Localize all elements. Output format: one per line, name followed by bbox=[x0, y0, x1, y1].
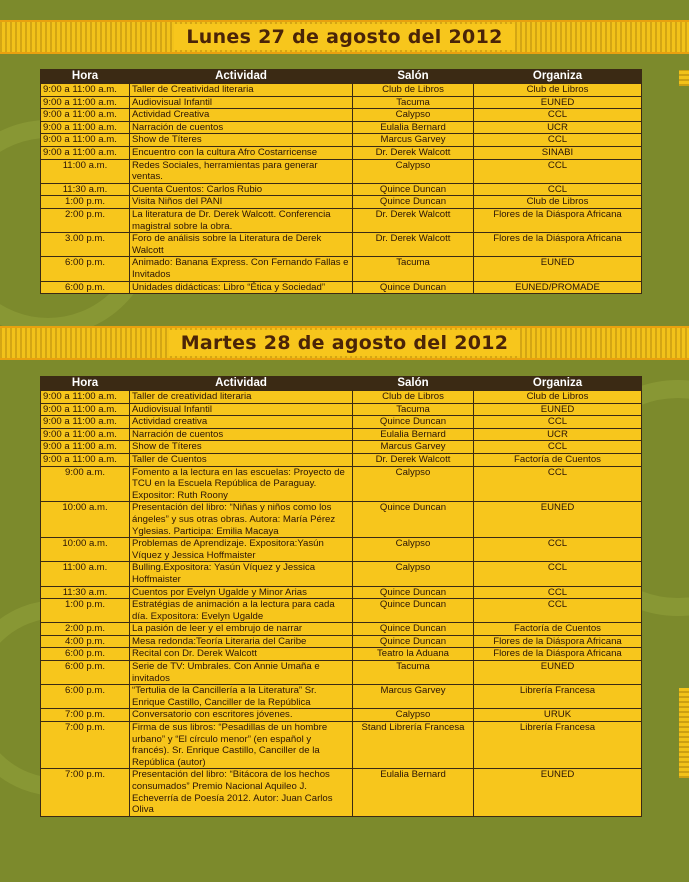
cell-hora: 2:00 p.m. bbox=[41, 623, 130, 636]
table-row bbox=[41, 685, 642, 709]
cell-actividad: Fomento a la lectura en las escuelas: Proyecto de TCU en la Escuela República de Paraguay. Expositor: Ruth Roony bbox=[130, 466, 353, 502]
cell-organiza: Librería Francesa bbox=[474, 685, 642, 709]
cell-actividad: Encuentro con la cultura Afro Costarricense bbox=[130, 146, 353, 159]
table-row bbox=[41, 84, 642, 97]
cell-salon: Teatro la Aduana bbox=[353, 648, 474, 661]
cell-actividad: Recital con Dr. Derek Walcott bbox=[130, 648, 353, 661]
cell-hora: 3.00 p.m. bbox=[41, 233, 130, 257]
cell-actividad: Audiovisual Infantil bbox=[130, 96, 353, 109]
cell-hora: 11:30 a.m. bbox=[41, 183, 130, 196]
cell-salon: Quince Duncan bbox=[353, 416, 474, 429]
cell-organiza: Flores de la Diáspora Africana bbox=[474, 635, 642, 648]
header-hora: Hora bbox=[41, 377, 130, 391]
cell-salon: Stand Librería Francesa bbox=[353, 722, 474, 769]
table-row bbox=[41, 146, 642, 159]
schedule-table-tuesday bbox=[40, 376, 642, 817]
table-row bbox=[41, 599, 642, 623]
table-row bbox=[41, 96, 642, 109]
cell-organiza: Club de Libros bbox=[474, 84, 642, 97]
cell-salon: Marcus Garvey bbox=[353, 685, 474, 709]
header-actividad: Actividad bbox=[130, 377, 353, 391]
cell-salon: Tacuma bbox=[353, 96, 474, 109]
cell-salon: Eulalia Bernard bbox=[353, 769, 474, 816]
cell-actividad: Conversatorio con escritores jóvenes. bbox=[130, 709, 353, 722]
cell-organiza: CCL bbox=[474, 134, 642, 147]
cell-actividad: Narración de cuentos bbox=[130, 428, 353, 441]
cell-actividad: Show de Títeres bbox=[130, 441, 353, 454]
cell-hora: 9:00 a 11:00 a.m. bbox=[41, 416, 130, 429]
cell-salon: Quince Duncan bbox=[353, 183, 474, 196]
cell-organiza: Factoría de Cuentos bbox=[474, 623, 642, 636]
cell-hora: 9:00 a 11:00 a.m. bbox=[41, 96, 130, 109]
cell-hora: 1:00 p.m. bbox=[41, 196, 130, 209]
cell-actividad: Actividad creativa bbox=[130, 416, 353, 429]
table-row bbox=[41, 233, 642, 257]
cell-salon: Marcus Garvey bbox=[353, 441, 474, 454]
cell-actividad: Serie de TV: Umbrales. Con Annie Umaña e invitados bbox=[130, 661, 353, 685]
cell-hora: 9:00 a 11:00 a.m. bbox=[41, 403, 130, 416]
cell-actividad: Show de Títeres bbox=[130, 134, 353, 147]
cell-hora: 11:30 a.m. bbox=[41, 586, 130, 599]
cell-organiza: EUNED bbox=[474, 96, 642, 109]
cell-salon: Quince Duncan bbox=[353, 281, 474, 294]
table-row bbox=[41, 196, 642, 209]
day-banner-tuesday bbox=[0, 326, 689, 360]
cell-hora: 11:00 a.m. bbox=[41, 159, 130, 183]
cell-organiza: CCL bbox=[474, 183, 642, 196]
header-actividad: Actividad bbox=[130, 70, 353, 84]
cell-hora: 6:00 p.m. bbox=[41, 685, 130, 709]
table-row bbox=[41, 769, 642, 816]
cell-actividad: Unidades didácticas: Libro “Ética y Sociedad” bbox=[130, 281, 353, 294]
table-row bbox=[41, 502, 642, 538]
table-row bbox=[41, 208, 642, 232]
table-row bbox=[41, 134, 642, 147]
cell-salon: Club de Libros bbox=[353, 84, 474, 97]
cell-actividad: Problemas de Aprendizaje. Expositora:Yasún Víquez y Jessica Hoffmaister bbox=[130, 538, 353, 562]
table-row bbox=[41, 159, 642, 183]
cell-actividad: Audiovisual Infantil bbox=[130, 403, 353, 416]
cell-actividad: Bulling.Expositora: Yasún Víquez y Jessica Hoffmaister bbox=[130, 562, 353, 586]
cell-actividad: Presentación del libro: “Bitácora de los hechos consumados” Premio Nacional Aquileo J. Echeverría de Poesía 2012. Autor: Juan Carlos Oliva bbox=[130, 769, 353, 816]
cell-organiza: CCL bbox=[474, 538, 642, 562]
cell-actividad: Foro de análisis sobre la Literatura de Derek Walcott bbox=[130, 233, 353, 257]
table-row bbox=[41, 722, 642, 769]
cell-salon: Quince Duncan bbox=[353, 196, 474, 209]
header-hora: Hora bbox=[41, 70, 130, 84]
cell-organiza: SINABI bbox=[474, 146, 642, 159]
cell-salon: Calypso bbox=[353, 709, 474, 722]
cell-hora: 6:00 p.m. bbox=[41, 281, 130, 294]
cell-organiza: CCL bbox=[474, 599, 642, 623]
cell-hora: 9:00 a 11:00 a.m. bbox=[41, 134, 130, 147]
cell-actividad: Animado: Banana Express. Con Fernando Fallas e Invitados bbox=[130, 257, 353, 281]
cell-salon: Calypso bbox=[353, 562, 474, 586]
table-row bbox=[41, 466, 642, 502]
table-row bbox=[41, 635, 642, 648]
table-row bbox=[41, 121, 642, 134]
cell-organiza: URUK bbox=[474, 709, 642, 722]
table-header-row bbox=[41, 377, 642, 391]
schedule-table-monday bbox=[40, 69, 642, 294]
table-row bbox=[41, 109, 642, 122]
table-row bbox=[41, 453, 642, 466]
cell-actividad: Narración de cuentos bbox=[130, 121, 353, 134]
cell-organiza: Librería Francesa bbox=[474, 722, 642, 769]
cell-actividad: Actividad Creativa bbox=[130, 109, 353, 122]
table-row bbox=[41, 538, 642, 562]
table-row bbox=[41, 586, 642, 599]
cell-salon: Calypso bbox=[353, 109, 474, 122]
right-edge-strip bbox=[679, 688, 689, 778]
cell-organiza: Flores de la Diáspora Africana bbox=[474, 233, 642, 257]
cell-salon: Quince Duncan bbox=[353, 586, 474, 599]
cell-salon: Tacuma bbox=[353, 257, 474, 281]
table-row bbox=[41, 441, 642, 454]
cell-salon: Marcus Garvey bbox=[353, 134, 474, 147]
cell-organiza: CCL bbox=[474, 562, 642, 586]
header-salon: Salón bbox=[353, 377, 474, 391]
table-header-row bbox=[41, 70, 642, 84]
cell-actividad: Mesa redonda:Teoría Literaria del Caribe bbox=[130, 635, 353, 648]
cell-hora: 9:00 a 11:00 a.m. bbox=[41, 146, 130, 159]
table-row bbox=[41, 562, 642, 586]
cell-salon: Club de Libros bbox=[353, 391, 474, 404]
table-row bbox=[41, 623, 642, 636]
cell-salon: Dr. Derek Walcott bbox=[353, 208, 474, 232]
cell-hora: 6:00 p.m. bbox=[41, 661, 130, 685]
cell-hora: 7:00 p.m. bbox=[41, 722, 130, 769]
header-organiza: Organiza bbox=[474, 377, 642, 391]
cell-organiza: CCL bbox=[474, 586, 642, 599]
cell-organiza: CCL bbox=[474, 466, 642, 502]
cell-actividad: Redes Sociales, herramientas para generar ventas. bbox=[130, 159, 353, 183]
cell-hora: 2:00 p.m. bbox=[41, 208, 130, 232]
cell-actividad: Cuenta Cuentos: Carlos Rubio bbox=[130, 183, 353, 196]
header-salon: Salón bbox=[353, 70, 474, 84]
header-organiza: Organiza bbox=[474, 70, 642, 84]
day-title: Lunes 27 de agosto del 2012 bbox=[174, 24, 514, 50]
cell-actividad: Taller de Creatividad literaria bbox=[130, 84, 353, 97]
cell-hora: 7:00 p.m. bbox=[41, 709, 130, 722]
table-row bbox=[41, 391, 642, 404]
table-row bbox=[41, 403, 642, 416]
cell-actividad: La literatura de Dr. Derek Walcott. Conferencia magistral sobre la obra. bbox=[130, 208, 353, 232]
cell-organiza: CCL bbox=[474, 441, 642, 454]
cell-organiza: Club de Libros bbox=[474, 196, 642, 209]
cell-organiza: EUNED bbox=[474, 257, 642, 281]
cell-hora: 9:00 a 11:00 a.m. bbox=[41, 441, 130, 454]
table-row bbox=[41, 661, 642, 685]
cell-salon: Quince Duncan bbox=[353, 599, 474, 623]
cell-salon: Dr. Derek Walcott bbox=[353, 146, 474, 159]
cell-organiza: Flores de la Diáspora Africana bbox=[474, 648, 642, 661]
cell-hora: 9:00 a 11:00 a.m. bbox=[41, 84, 130, 97]
cell-salon: Eulalia Bernard bbox=[353, 121, 474, 134]
cell-organiza: Flores de la Diáspora Africana bbox=[474, 208, 642, 232]
cell-hora: 11:00 a.m. bbox=[41, 562, 130, 586]
day-title: Martes 28 de agosto del 2012 bbox=[169, 330, 521, 356]
cell-actividad: Taller de Cuentos bbox=[130, 453, 353, 466]
cell-salon: Dr. Derek Walcott bbox=[353, 453, 474, 466]
cell-salon: Calypso bbox=[353, 159, 474, 183]
table-row bbox=[41, 257, 642, 281]
cell-hora: 9:00 a 11:00 a.m. bbox=[41, 121, 130, 134]
cell-hora: 10:00 a.m. bbox=[41, 502, 130, 538]
cell-hora: 1:00 p.m. bbox=[41, 599, 130, 623]
table-row bbox=[41, 416, 642, 429]
cell-salon: Eulalia Bernard bbox=[353, 428, 474, 441]
right-edge-strip bbox=[679, 70, 689, 86]
cell-salon: Calypso bbox=[353, 538, 474, 562]
cell-actividad: Firma de sus libros: “Pesadillas de un hombre urbano” y “El círculo menor” (en español y francés). Sr. Enrique Castillo, Canciller de la República (autor) bbox=[130, 722, 353, 769]
cell-actividad: “Tertulia de la Cancillería a la Literatura” Sr. Enrique Castillo, Canciller de la República bbox=[130, 685, 353, 709]
cell-organiza: EUNED bbox=[474, 502, 642, 538]
table-row bbox=[41, 281, 642, 294]
cell-salon: Quince Duncan bbox=[353, 623, 474, 636]
cell-organiza: EUNED bbox=[474, 769, 642, 816]
cell-salon: Tacuma bbox=[353, 661, 474, 685]
cell-actividad: Estratégias de animación a la lectura para cada día. Expositora: Evelyn Ugalde bbox=[130, 599, 353, 623]
cell-salon: Quince Duncan bbox=[353, 502, 474, 538]
table-row bbox=[41, 709, 642, 722]
cell-organiza: Factoría de Cuentos bbox=[474, 453, 642, 466]
cell-hora: 9:00 a 11:00 a.m. bbox=[41, 109, 130, 122]
table-row bbox=[41, 428, 642, 441]
cell-organiza: EUNED bbox=[474, 403, 642, 416]
cell-hora: 9:00 a 11:00 a.m. bbox=[41, 391, 130, 404]
cell-hora: 9:00 a 11:00 a.m. bbox=[41, 453, 130, 466]
cell-hora: 4:00 p.m. bbox=[41, 635, 130, 648]
table-row bbox=[41, 648, 642, 661]
cell-actividad: Visita Niños del PANI bbox=[130, 196, 353, 209]
cell-hora: 7:00 p.m. bbox=[41, 769, 130, 816]
cell-hora: 10:00 a.m. bbox=[41, 538, 130, 562]
table-row bbox=[41, 183, 642, 196]
cell-actividad: La pasión de leer y el embrujo de narrar bbox=[130, 623, 353, 636]
cell-organiza: CCL bbox=[474, 159, 642, 183]
cell-organiza: UCR bbox=[474, 121, 642, 134]
cell-organiza: CCL bbox=[474, 109, 642, 122]
cell-actividad: Presentación del libro: “Niñas y niños como los ángeles” y sus otras obras. Autora: María Pérez Yglesias. Participa: Emilia Macaya bbox=[130, 502, 353, 538]
cell-hora: 6:00 p.m. bbox=[41, 257, 130, 281]
cell-hora: 9:00 a 11:00 a.m. bbox=[41, 428, 130, 441]
cell-hora: 9:00 a.m. bbox=[41, 466, 130, 502]
cell-organiza: CCL bbox=[474, 416, 642, 429]
cell-organiza: UCR bbox=[474, 428, 642, 441]
cell-hora: 6:00 p.m. bbox=[41, 648, 130, 661]
day-banner-monday bbox=[0, 20, 689, 54]
cell-organiza: EUNED/PROMADE bbox=[474, 281, 642, 294]
cell-organiza: Club de Libros bbox=[474, 391, 642, 404]
cell-salon: Calypso bbox=[353, 466, 474, 502]
cell-organiza: EUNED bbox=[474, 661, 642, 685]
cell-salon: Tacuma bbox=[353, 403, 474, 416]
cell-actividad: Taller de creatividad literaria bbox=[130, 391, 353, 404]
cell-salon: Dr. Derek Walcott bbox=[353, 233, 474, 257]
cell-salon: Quince Duncan bbox=[353, 635, 474, 648]
cell-actividad: Cuentos por Evelyn Ugalde y Minor Arias bbox=[130, 586, 353, 599]
